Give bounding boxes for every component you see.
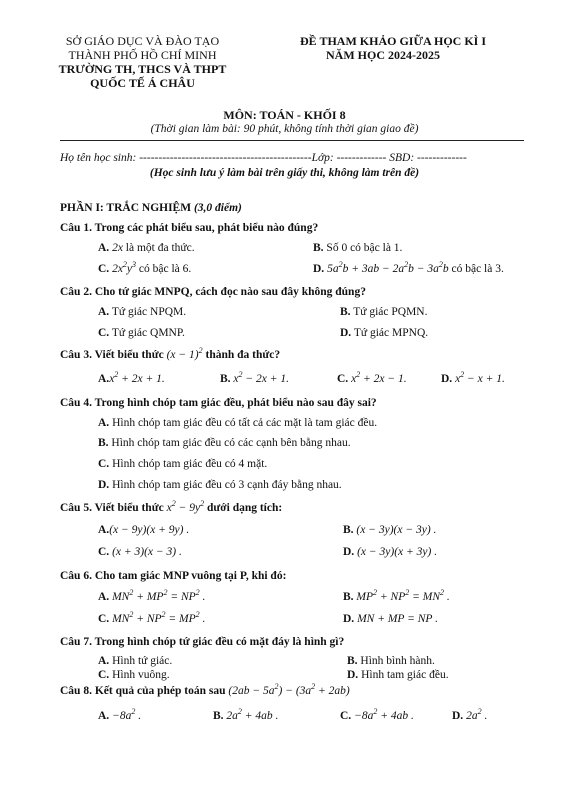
q7-option-a bbox=[98, 655, 172, 667]
question-text: Viết biểu thức bbox=[94, 502, 164, 514]
question-label: Câu 4. bbox=[60, 397, 92, 409]
option-text: có bậc là 6. bbox=[138, 263, 192, 275]
q1-option-a: A. 2x là một đa thức. bbox=[98, 242, 195, 254]
option-letter: D. bbox=[347, 669, 359, 681]
option-letter: C. bbox=[98, 669, 110, 681]
q7-option-b bbox=[347, 655, 435, 667]
school-header bbox=[40, 34, 245, 90]
option-letter: C. bbox=[337, 373, 349, 385]
q3-option-a: $A.x^2 + 2x + 1$. bbox=[98, 370, 165, 385]
class-label: Lớp: bbox=[311, 152, 334, 164]
part-name: PHẦN I: TRẮC NGHIỆM bbox=[60, 202, 192, 214]
option-letter: B. bbox=[343, 524, 354, 536]
school-line-2: QUỐC TẾ Á CHÂU bbox=[90, 76, 195, 90]
option-text: Tứ giác QMNP. bbox=[111, 327, 185, 339]
question-text: Trong hình chóp tam giác đều, phát biểu nào sau đây sai? bbox=[94, 397, 377, 409]
option-text: Hình chóp tam giác đều có các cạnh bên bằng nhau. bbox=[111, 437, 351, 449]
department-line: SỞ GIÁO DỤC VÀ ĐÀO TẠO bbox=[65, 34, 220, 48]
option-letter: D. bbox=[452, 710, 464, 722]
q5-option-a: A.(x − 9y)(x + 9y) . bbox=[98, 524, 190, 536]
option-text: Hình chóp tam giác đều có 3 cạnh đáy bằng nhau. bbox=[112, 479, 342, 491]
question-label: Câu 3. bbox=[60, 349, 92, 361]
q3-option-c: C. $x^2 + 2x - 1$. bbox=[337, 370, 407, 385]
option-text: Tứ giác NPQM. bbox=[111, 306, 187, 318]
option-text: Tứ giác PQMN. bbox=[353, 306, 428, 318]
question-text: Trong các phát biểu sau, phát biểu nào đúng? bbox=[94, 222, 319, 234]
exam-duration: (Thời gian làm bài: 90 phút, không tính thời gian giao đề) bbox=[150, 123, 419, 135]
q1-option-d: D. $5a^2b + 3ab - 2a^2b - 3a^2b$ có bậc là 3. bbox=[313, 260, 504, 275]
option-letter: D. bbox=[313, 263, 325, 275]
question-6 bbox=[60, 570, 286, 582]
option-letter: B. bbox=[340, 306, 351, 318]
option-letter: C. bbox=[98, 263, 110, 275]
q4-option-c bbox=[98, 458, 267, 470]
option-letter: C. bbox=[98, 546, 110, 558]
question-2 bbox=[60, 286, 366, 298]
school-year: NĂM HỌC 2024-2025 bbox=[326, 48, 440, 62]
question-7 bbox=[60, 636, 344, 648]
option-letter: C. bbox=[98, 613, 110, 625]
q3-option-d: D. $x^2 - x + 1$. bbox=[441, 370, 505, 385]
option-letter: A. bbox=[98, 373, 110, 385]
option-text: là một đa thức. bbox=[125, 242, 195, 254]
question-label: Câu 7. bbox=[60, 636, 92, 648]
option-text: Tứ giác MPNQ. bbox=[353, 327, 429, 339]
option-letter: A. bbox=[98, 710, 110, 722]
question-3: Câu 3. Viết biểu thức $(x - 1)^2$ thành đa thức? bbox=[60, 346, 281, 361]
option-letter: C. bbox=[340, 710, 352, 722]
q5-option-c: C. (x + 3)(x − 3) . bbox=[98, 546, 182, 558]
question-label: Câu 8. bbox=[60, 685, 92, 697]
q2-option-a bbox=[98, 306, 186, 318]
sbd-label: SBD: bbox=[386, 152, 415, 164]
school-line: TRƯỜNG TH, THCS VÀ THPT bbox=[58, 62, 227, 76]
option-letter: B. bbox=[98, 437, 109, 449]
q8-option-a: A. $-8a^2$ . bbox=[98, 707, 142, 722]
q4-option-a bbox=[98, 417, 377, 429]
part-points: (3,0 điểm) bbox=[193, 202, 242, 214]
option-letter: D. bbox=[340, 327, 352, 339]
instruction-note: (Học sinh lưu ý làm bài trên giấy thi, không làm trên đề) bbox=[149, 167, 420, 179]
option-letter: A. bbox=[98, 417, 110, 429]
question-8: Câu 8. Kết quả của phép toán sau $(2ab - 5a^2) - (3a^2 + 2ab)$ bbox=[60, 682, 350, 697]
option-letter: B. bbox=[220, 373, 231, 385]
question-label: Câu 1. bbox=[60, 222, 92, 234]
header-divider bbox=[60, 140, 524, 141]
q1-option-c: C. $2x^2y^3$ có bậc là 6. bbox=[98, 260, 192, 275]
option-text: Hình tam giác đều. bbox=[361, 669, 449, 681]
q7-option-d bbox=[347, 669, 449, 681]
option-text: Hình chóp tam giác đều có tất cả các mặt là tam giác đều. bbox=[112, 417, 378, 429]
option-letter: C. bbox=[98, 327, 110, 339]
question-text: Cho tam giác MNP vuông tại P, khi đó: bbox=[94, 570, 287, 582]
exam-title: ĐỀ THAM KHẢO GIỮA HỌC KÌ I bbox=[300, 34, 487, 48]
q2-option-d bbox=[340, 327, 428, 339]
option-letter: B. bbox=[343, 591, 354, 603]
option-letter: D. bbox=[441, 373, 453, 385]
q4-option-b bbox=[98, 437, 351, 449]
question-text-end: thành đa thức? bbox=[205, 349, 281, 361]
option-letter: A. bbox=[98, 242, 110, 254]
q8-option-d: D. $2a^2$ . bbox=[452, 707, 488, 722]
q6-option-b: B. $MP^2 + NP^2 = MN^2$ . bbox=[343, 588, 450, 603]
question-1 bbox=[60, 222, 318, 234]
option-text: Hình tứ giác. bbox=[112, 655, 173, 667]
question-text: Kết quả của phép toán sau bbox=[94, 685, 226, 697]
q4-option-d bbox=[98, 479, 342, 491]
q2-option-b bbox=[340, 306, 428, 318]
question-label: Câu 6. bbox=[60, 570, 92, 582]
question-label: Câu 2. bbox=[60, 286, 92, 298]
option-letter: A. bbox=[98, 655, 110, 667]
q8-option-b: B. $2a^2 + 4ab$ . bbox=[213, 707, 279, 722]
option-text: Hình bình hành. bbox=[360, 655, 435, 667]
question-label: Câu 5. bbox=[60, 502, 92, 514]
option-text: Số 0 có bậc là 1. bbox=[326, 242, 403, 254]
option-letter: B. bbox=[313, 242, 324, 254]
question-text: Viết biểu thức bbox=[94, 349, 164, 361]
option-text: có bậc là 3. bbox=[451, 263, 504, 275]
q8-option-c: C. $-8a^2 + 4ab$ . bbox=[340, 707, 414, 722]
name-label: Họ tên học sinh: bbox=[60, 152, 137, 164]
sbd-dashes: ------------- bbox=[414, 152, 467, 164]
question-4 bbox=[60, 397, 377, 409]
exam-header bbox=[300, 34, 490, 62]
part-title bbox=[60, 202, 242, 214]
option-text: Hình vuông. bbox=[112, 669, 170, 681]
option-letter: D. bbox=[343, 546, 355, 558]
question-5: Câu 5. Viết biểu thức $x^2 - 9y^2$ dưới dạng tích: bbox=[60, 499, 283, 514]
q3-option-b: B. $x^2 - 2x + 1$. bbox=[220, 370, 290, 385]
option-letter: A. bbox=[98, 524, 110, 536]
name-dashes: --------------------------------------------- bbox=[136, 152, 312, 164]
option-letter: C. bbox=[98, 458, 110, 470]
q1-option-b bbox=[313, 242, 402, 254]
class-dashes: ------------- bbox=[333, 152, 387, 164]
q5-option-d: D. (x − 3y)(x + 3y) . bbox=[343, 546, 438, 558]
q6-option-d: D. MN + MP = NP . bbox=[343, 613, 438, 625]
city-line: THÀNH PHỐ HỒ CHÍ MINH bbox=[68, 48, 217, 62]
option-letter: A. bbox=[98, 306, 110, 318]
student-info-line bbox=[60, 152, 467, 164]
q6-option-a: A. $MN^2 + MP^2 = NP^2$ . bbox=[98, 588, 206, 603]
option-letter: D. bbox=[98, 479, 110, 491]
question-text: Trong hình chóp tứ giác đều có mặt đáy là hình gì? bbox=[94, 636, 345, 648]
q6-option-c: C. $MN^2 + NP^2 = MP^2$ . bbox=[98, 610, 206, 625]
option-letter: B. bbox=[213, 710, 224, 722]
option-letter: B. bbox=[347, 655, 358, 667]
question-text-end: dưới dạng tích: bbox=[206, 502, 283, 514]
option-text: Hình chóp tam giác đều có 4 mặt. bbox=[112, 458, 268, 470]
q2-option-c bbox=[98, 327, 185, 339]
option-letter: D. bbox=[343, 613, 355, 625]
question-text: Cho tứ giác MNPQ, cách đọc nào sau đây không đúng? bbox=[94, 286, 366, 298]
q7-option-c bbox=[98, 669, 170, 681]
subject-title: MÔN: TOÁN - KHỐI 8 bbox=[223, 108, 346, 122]
q5-option-b: B. (x − 3y)(x − 3y) . bbox=[343, 524, 437, 536]
option-letter: A. bbox=[98, 591, 110, 603]
